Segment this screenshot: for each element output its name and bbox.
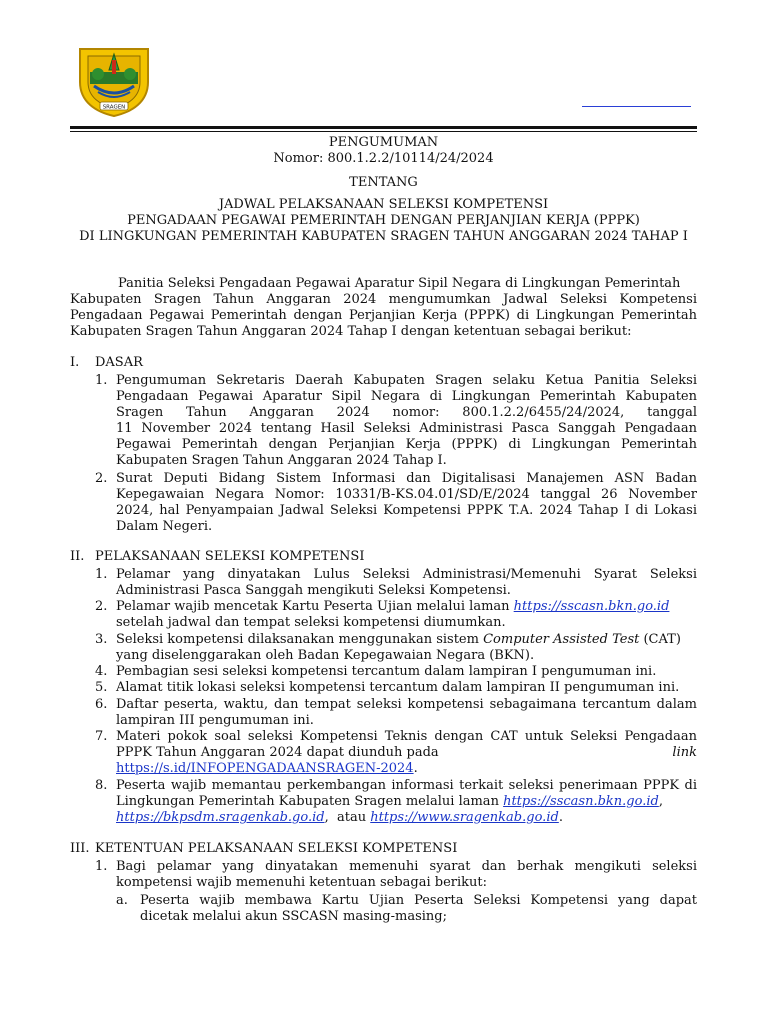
s1-item-1-line: Pengadaan Pegawai Aparatur Sipil Negara di Lingkungan Pemerintah Kabupaten bbox=[116, 389, 697, 404]
s3-item-1-number: 1. bbox=[95, 859, 108, 874]
s1-item-2-line: Surat Deputi Bidang Sistem Informasi dan Digitalisasi Manajemen ASN Badan bbox=[116, 471, 697, 486]
s2-item-7-link-word: link bbox=[672, 745, 697, 760]
s2-item-7-line-3: https://s.id/INFOPENGADAANSRAGEN-2024. bbox=[116, 761, 418, 776]
sragen-regency-logo bbox=[76, 46, 152, 118]
infopengadaan-link[interactable]: https://s.id/INFOPENGADAANSRAGEN-2024 bbox=[116, 761, 414, 776]
header-rule-thin bbox=[70, 131, 697, 132]
s1-item-1-line: Kabupaten Sragen Tahun Anggaran 2024 Tahap I. bbox=[116, 453, 447, 468]
intro-line-1: Panitia Seleksi Pengadaan Pegawai Aparatur Sipil Negara di Lingkungan Pemerintah bbox=[118, 276, 681, 291]
doc-number: Nomor: 800.1.2.2/10114/24/2024 bbox=[273, 151, 494, 166]
section-1-title: DASAR bbox=[95, 355, 143, 370]
s2-item-3-number: 3. bbox=[95, 632, 108, 647]
s2-item-7-text: PPPK Tahun Anggaran 2024 dapat diunduh pada bbox=[116, 745, 439, 760]
s2-item-6-line: Daftar peserta, waktu, dan tempat seleksi kompetensi sebagaimana tercantum dalam bbox=[116, 697, 697, 712]
s1-item-1-line: 11 November 2024 tentang Hasil Seleksi Administrasi Pasca Sanggah Pengadaan bbox=[116, 421, 697, 436]
s3-item-1-line: kompetensi wajib memenuhi ketentuan sebagai berikut: bbox=[116, 875, 488, 890]
sragenkab-link[interactable]: https://www.sragenkab.go.id bbox=[370, 810, 559, 825]
s2-item-4-number: 4. bbox=[95, 664, 108, 679]
intro-line-4: Kabupaten Sragen Tahun Anggaran 2024 Tahap I dengan ketentuan sebagai berikut: bbox=[70, 324, 632, 339]
s2-item-3-cat: (CAT) bbox=[643, 632, 681, 647]
doc-title: PENGUMUMAN bbox=[328, 135, 439, 150]
s1-item-1-line: Pegawai Pemerintah dengan Perjanjian Kerja (PPPK) di Lingkungan Pemerintah bbox=[116, 437, 697, 452]
s2-item-7-line-2 bbox=[116, 745, 697, 761]
logo-lettering: SRAGEN bbox=[102, 104, 126, 111]
s2-item-8-line-3: https://bkpsdm.sragenkab.go.id, atau https://www.sragenkab.go.id. bbox=[116, 810, 563, 825]
subject-line-1: JADWAL PELAKSANAAN SELEKSI KOMPETENSI bbox=[218, 197, 549, 212]
s2-item-5-line: Alamat titik lokasi seleksi kompetensi tercantum dalam lampiran II pengumuman ini. bbox=[116, 680, 680, 695]
s2-item-8-line: Peserta wajib memantau perkembangan informasi terkait seleksi penerimaan PPPK di bbox=[116, 778, 697, 793]
intro-line-3: Pengadaan Pegawai Pemerintah dengan Perjanjian Kerja (PPPK) di Lingkungan Pemerintah bbox=[70, 308, 697, 323]
s2-item-7-line: Materi pokok soal seleksi Kompetensi Teknis dengan CAT untuk Seleksi Pengadaan bbox=[116, 729, 697, 744]
s2-item-3-italic: Computer Assisted Test bbox=[483, 632, 640, 647]
s2-item-7-number: 7. bbox=[95, 729, 108, 744]
s2-item-5-number: 5. bbox=[95, 680, 108, 695]
s2-item-8-line-2: Lingkungan Pemerintah Kabupaten Sragen melalui laman https://sscasn.bkn.go.id, bbox=[116, 794, 663, 809]
s1-item-1-line: Sragen Tahun Anggaran 2024 nomor: 800.1.2.2/6455/24/2024, tanggal bbox=[116, 405, 697, 420]
s2-item-6-line: lampiran III pengumuman ini. bbox=[116, 713, 314, 728]
s2-item-8-text: Lingkungan Pemerintah Kabupaten Sragen melalui laman bbox=[116, 794, 499, 809]
s2-item-2-number: 2. bbox=[95, 599, 108, 614]
s2-item-2-text: Pelamar wajib mencetak Kartu Peserta Ujian melalui laman bbox=[116, 599, 510, 614]
section-2-title: PELAKSANAAN SELEKSI KOMPETENSI bbox=[95, 549, 365, 564]
section-3-number: III. bbox=[70, 841, 90, 856]
s2-item-1-line: Pelamar yang dinyatakan Lulus Seleksi Administrasi/Memenuhi Syarat Seleksi bbox=[116, 567, 697, 582]
s2-item-2-line-1 bbox=[116, 599, 697, 615]
s2-item-1-line: Administrasi Pasca Sanggah mengikuti Seleksi Kompetensi. bbox=[116, 583, 511, 598]
s3-item-a-line: Peserta wajib membawa Kartu Ujian Peserta Seleksi Kompetensi yang dapat bbox=[140, 893, 697, 908]
doc-tentang: TENTANG bbox=[349, 175, 418, 190]
section-2-number: II. bbox=[70, 549, 85, 564]
s1-item-2-number: 2. bbox=[95, 471, 108, 486]
s1-item-1-number: 1. bbox=[95, 373, 108, 388]
header-rule-thick bbox=[70, 126, 697, 129]
s2-item-6-number: 6. bbox=[95, 697, 108, 712]
s3-item-1-line: Bagi pelamar yang dinyatakan memenuhi syarat dan berhak mengikuti seleksi bbox=[116, 859, 697, 874]
section-3-title: KETENTUAN PELAKSANAAN SELEKSI KOMPETENSI bbox=[95, 841, 458, 856]
section-1-number: I. bbox=[70, 355, 80, 370]
s2-item-8-number: 8. bbox=[95, 778, 108, 793]
s3-item-a-letter: a. bbox=[116, 893, 128, 908]
s2-item-4-line: Pembagian sesi seleksi kompetensi tercantum dalam lampiran I pengumuman ini. bbox=[116, 664, 657, 679]
s2-item-1-number: 1. bbox=[95, 567, 108, 582]
bkpsdm-link[interactable]: https://bkpsdm.sragenkab.go.id bbox=[116, 810, 325, 825]
s1-item-1-line: Pengumuman Sekretaris Daerah Kabupaten Sragen selaku Ketua Panitia Seleksi bbox=[116, 373, 697, 388]
header-blue-line bbox=[582, 106, 691, 107]
subject-line-3: DI LINGKUNGAN PEMERINTAH KABUPATEN SRAGEN TAHUN ANGGARAN 2024 TAHAP I bbox=[79, 229, 688, 244]
s1-item-2-line: Kepegawaian Negara Nomor: 10331/B-KS.04.01/SD/E/2024 tanggal 26 November bbox=[116, 487, 697, 502]
sscasn-link-2[interactable]: https://sscasn.bkn.go.id bbox=[503, 794, 659, 809]
intro-line-2: Kabupaten Sragen Tahun Anggaran 2024 mengumumkan Jadwal Seleksi Kompetensi bbox=[70, 292, 697, 307]
s2-item-3-text: Seleksi kompetensi dilaksanakan menggunakan sistem bbox=[116, 632, 479, 647]
s1-item-2-line: 2024, hal Penyampaian Jadwal Seleksi Kompetensi PPPK T.A. 2024 Tahap I di Lokasi bbox=[116, 503, 697, 518]
s2-item-2-line-2: setelah jadwal dan tempat seleksi kompetensi diumumkan. bbox=[116, 615, 506, 630]
subject-line-2: PENGADAAN PEGAWAI PEMERINTAH DENGAN PERJANJIAN KERJA (PPPK) bbox=[127, 213, 640, 228]
sscasn-link[interactable]: https://sscasn.bkn.go.id bbox=[513, 599, 670, 614]
s2-item-3-line-1 bbox=[116, 632, 697, 648]
s2-item-3-line-2: yang diselenggarakan oleh Badan Kepegawaian Negara (BKN). bbox=[116, 648, 535, 663]
s2-item-8-atau: atau bbox=[336, 810, 367, 825]
s1-item-2-line: Dalam Negeri. bbox=[116, 519, 213, 534]
s3-item-a-line: dicetak melalui akun SSCASN masing-masing; bbox=[140, 909, 447, 924]
